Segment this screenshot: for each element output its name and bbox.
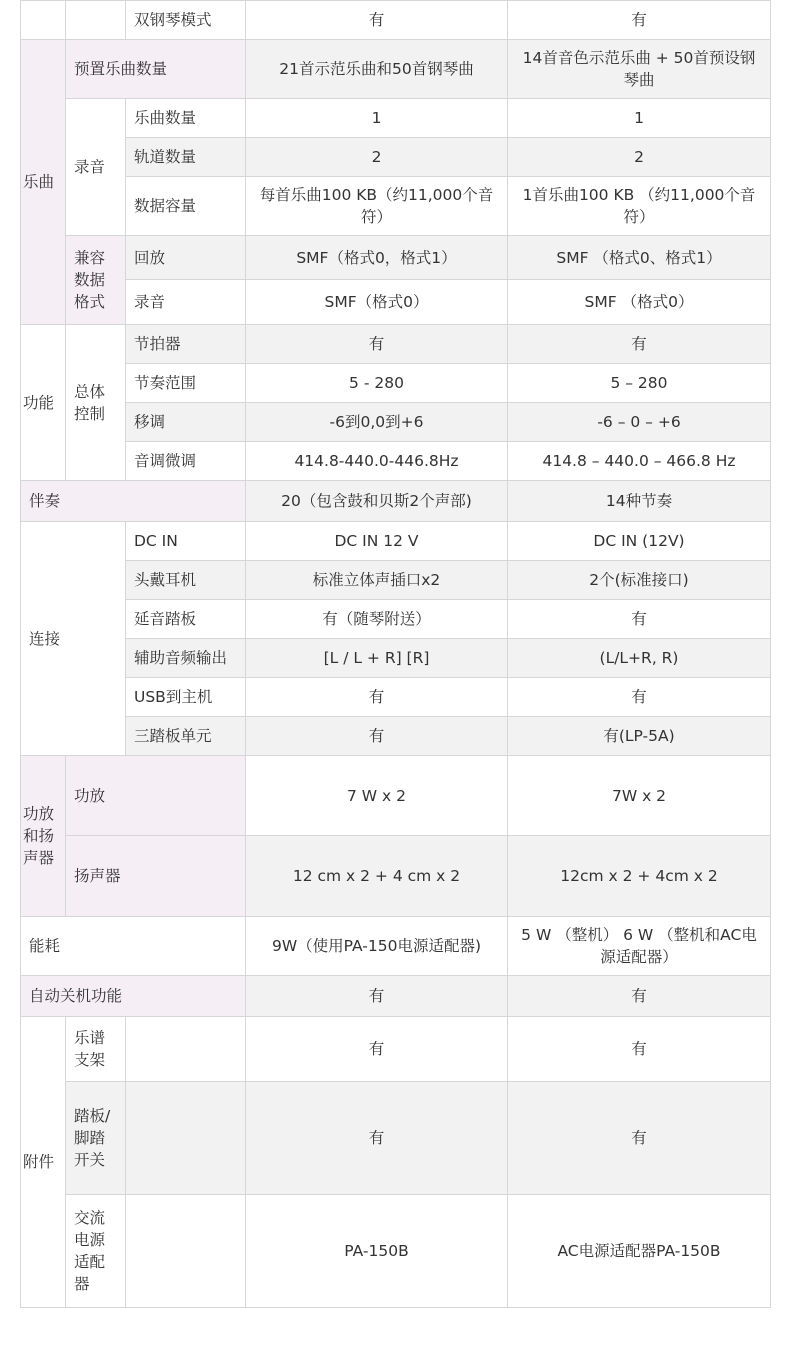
- blank-cell: [126, 1082, 246, 1195]
- row-label: 延音踏板: [126, 600, 246, 639]
- table-row: [21, 138, 771, 177]
- row-label: 伴奏: [21, 481, 246, 522]
- value-a: 21首示范乐曲和50首钢琴曲: [246, 40, 508, 99]
- row-label: 预置乐曲数量: [66, 40, 246, 99]
- blank-cell: [66, 1, 126, 40]
- row-label: 辅助音频输出: [126, 639, 246, 678]
- value-b: 1首乐曲100 KB （约11,000个音符）: [508, 177, 771, 236]
- value-a: 每首乐曲100 KB（约11,000个音符）: [246, 177, 508, 236]
- row-label: 乐谱支架: [66, 1017, 126, 1082]
- row-label: 数据容量: [126, 177, 246, 236]
- blank-cell: [126, 1195, 246, 1308]
- table-row: [21, 976, 771, 1017]
- blank-cell: [21, 1, 66, 40]
- value-a: 有: [246, 1082, 508, 1195]
- group-format: 兼容数据格式: [66, 236, 126, 325]
- value-a: 有（随琴附送）: [246, 600, 508, 639]
- value-b: 1: [508, 99, 771, 138]
- value-b: 7W x 2: [508, 756, 771, 836]
- table-row: [21, 756, 771, 836]
- table-row: [21, 481, 771, 522]
- row-label: 音调微调: [126, 442, 246, 481]
- value-b: (L/L+R, R): [508, 639, 771, 678]
- table-row: [21, 1082, 771, 1195]
- table-row: [21, 236, 771, 280]
- category-accessories: 附件: [21, 1017, 66, 1308]
- table-row: [21, 1195, 771, 1308]
- value-a: 2: [246, 138, 508, 177]
- row-label: DC IN: [126, 522, 246, 561]
- value-a: -6到0,0到+6: [246, 403, 508, 442]
- table-row: [21, 280, 771, 325]
- row-label: 乐曲数量: [126, 99, 246, 138]
- value-a: 7 W x 2: [246, 756, 508, 836]
- table-row: [21, 99, 771, 138]
- category-functions: 功能: [21, 325, 66, 481]
- value-b: 有: [508, 678, 771, 717]
- category-songs: 乐曲: [21, 40, 66, 325]
- value-b: 5 W （整机） 6 W （整机和AC电源适配器）: [508, 917, 771, 976]
- value-a: 12 cm x 2 + 4 cm x 2: [246, 836, 508, 917]
- row-label: 头戴耳机: [126, 561, 246, 600]
- value-b: 2: [508, 138, 771, 177]
- row-label: 节奏范围: [126, 364, 246, 403]
- group-recording: 录音: [66, 99, 126, 236]
- row-label: 能耗: [21, 917, 246, 976]
- table-row: [21, 177, 771, 236]
- value-a: 1: [246, 99, 508, 138]
- value-b: SMF （格式0）: [508, 280, 771, 325]
- value-a: SMF（格式0）: [246, 280, 508, 325]
- table-row: [21, 836, 771, 917]
- table-row: [21, 1017, 771, 1082]
- value-b: SMF （格式0、格式1）: [508, 236, 771, 280]
- value-a: 有: [246, 678, 508, 717]
- value-a: 414.8-440.0-446.8Hz: [246, 442, 508, 481]
- value-b: 有: [508, 1, 771, 40]
- value-a: 5 - 280: [246, 364, 508, 403]
- group-overall: 总体控制: [66, 325, 126, 481]
- table-row: [21, 364, 771, 403]
- row-label: 移调: [126, 403, 246, 442]
- table-row: [21, 717, 771, 756]
- value-b: -6 – 0 – +6: [508, 403, 771, 442]
- row-label: 双钢琴模式: [126, 1, 246, 40]
- value-b: 414.8 – 440.0 – 466.8 Hz: [508, 442, 771, 481]
- value-b: AC电源适配器PA-150B: [508, 1195, 771, 1308]
- value-b: 有: [508, 600, 771, 639]
- category-connections: 连接: [21, 522, 126, 756]
- row-label: 录音: [126, 280, 246, 325]
- value-a: PA-150B: [246, 1195, 508, 1308]
- table-row: [21, 442, 771, 481]
- value-b: 有: [508, 976, 771, 1017]
- table-row: [21, 403, 771, 442]
- row-label: 节拍器: [126, 325, 246, 364]
- value-b: 有(LP-5A): [508, 717, 771, 756]
- spec-table: [20, 0, 771, 1308]
- row-label: 扬声器: [66, 836, 246, 917]
- table-row: [21, 917, 771, 976]
- value-b: 14种节奏: [508, 481, 771, 522]
- row-label: 踏板/脚踏开关: [66, 1082, 126, 1195]
- value-a: SMF（格式0，格式1）: [246, 236, 508, 280]
- value-b: 12cm x 2 + 4cm x 2: [508, 836, 771, 917]
- row-label: 功放: [66, 756, 246, 836]
- value-b: 有: [508, 1082, 771, 1195]
- value-b: 有: [508, 325, 771, 364]
- table-row: [21, 561, 771, 600]
- table-row: [21, 600, 771, 639]
- row-label: USB到主机: [126, 678, 246, 717]
- value-b: 有: [508, 1017, 771, 1082]
- value-a: DC IN 12 V: [246, 522, 508, 561]
- value-a: 20（包含鼓和贝斯2个声部): [246, 481, 508, 522]
- value-b: 14首音色示范乐曲 + 50首预设钢琴曲: [508, 40, 771, 99]
- value-b: 5 – 280: [508, 364, 771, 403]
- row-label: 交流电源适配器: [66, 1195, 126, 1308]
- value-a: 有: [246, 325, 508, 364]
- row-label: 轨道数量: [126, 138, 246, 177]
- blank-cell: [126, 1017, 246, 1082]
- table-row: [21, 1, 771, 40]
- row-label: 三踏板单元: [126, 717, 246, 756]
- value-b: 2个(标准接口): [508, 561, 771, 600]
- row-label: 回放: [126, 236, 246, 280]
- table-row: [21, 325, 771, 364]
- value-a: [L / L + R] [R]: [246, 639, 508, 678]
- value-b: DC IN (12V): [508, 522, 771, 561]
- table-row: [21, 639, 771, 678]
- value-a: 有: [246, 717, 508, 756]
- value-a: 有: [246, 1, 508, 40]
- value-a: 有: [246, 976, 508, 1017]
- value-a: 有: [246, 1017, 508, 1082]
- row-label: 自动关机功能: [21, 976, 246, 1017]
- category-amp-speakers: 功放和扬声器: [21, 756, 66, 917]
- value-a: 9W（使用PA-150电源适配器): [246, 917, 508, 976]
- table-row: [21, 40, 771, 99]
- table-row: [21, 522, 771, 561]
- table-row: [21, 678, 771, 717]
- value-a: 标准立体声插口x2: [246, 561, 508, 600]
